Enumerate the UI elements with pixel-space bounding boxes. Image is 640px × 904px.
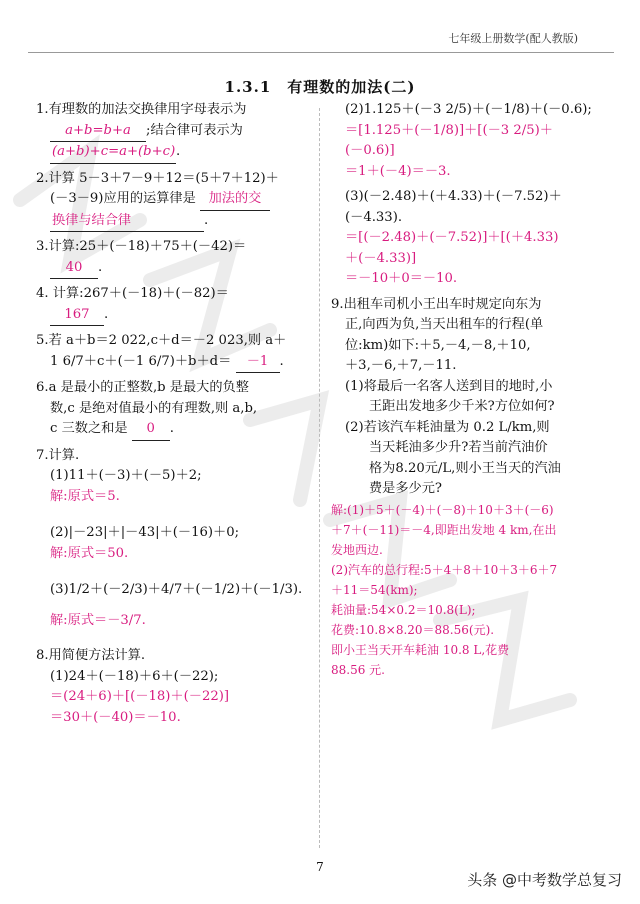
question-4 [36,284,314,326]
q8-solution-2b: (－0.6)] [345,143,395,158]
column-divider [319,108,320,848]
q6-answer: 0 [132,419,170,441]
q7-solution-1: 解:原式＝5. [50,488,120,504]
question-2 [36,169,314,233]
right-column [331,100,603,685]
q7-solution-3: 解:原式＝－3/7. [50,612,146,628]
q9-solution-line-7: 花费:10.8×8.20＝88.56(元). [331,622,495,637]
question-3 [36,237,314,279]
q6-line-3 [36,419,314,441]
q2-line-1: 2.计算 5－3＋7－9＋12＝(5＋7＋12)＋ [36,170,279,186]
q7-label: 7.计算. [36,447,80,463]
q8-part-3-line-1: (3)(－2.48)＋(＋4.33)＋(－7.52)＋ [345,189,562,204]
q5-answer: －1 [236,352,280,374]
q1-line-3-suffix: . [176,144,181,159]
q3-line-1: 3.计算:25＋(－18)＋75＋(－42)＝ [36,239,247,254]
q9-solution-line-5: ＋11＝54(km); [331,582,418,597]
q8-solution-1a: ＝(24＋6)＋[(－18)＋(－22)] [50,689,230,704]
question-6 [36,378,314,441]
q9-solution-line-4: (2)汽车的总行程:5＋4＋8＋10＋3＋6＋7 [331,562,558,577]
q9-line-3: 位:km)如下:＋5,－4,－8,＋10, [345,337,531,353]
q3-end: . [98,259,103,275]
q4-answer: 167 [50,305,104,327]
q2-line-2-text: (－3－9)应用的运算律是 [50,191,196,206]
q9-solution-line-3: 发地西边. [331,542,383,557]
q2-answer-part-2: 换律与结合律 [50,211,204,233]
q1-line-1: 1.有理数的加法交换律用字母表示为 [36,102,247,117]
question-8-part-3 [331,187,603,290]
q5-end: . [279,353,284,369]
q1-line-2-suffix: ;结合律可表示为 [146,122,243,138]
left-column [36,100,314,733]
q2-end: . [204,212,209,228]
book-title: 七年级上册数学(配人教版) [448,32,578,45]
q1-line-2 [36,121,314,143]
question-7 [36,446,314,632]
q7-part-3: (3)1/2＋(－2/3)＋4/7＋(－1/2)＋(－1/3). [50,582,303,597]
q3-line-2 [36,258,314,280]
q4-end: . [104,306,109,322]
question-8-part-2 [331,100,603,182]
q7-part-2: (2)|－23|＋|－43|＋(－16)＋0; [50,525,240,540]
q3-answer: 40 [50,258,98,280]
q9-solution-line-6: 耗油量:54×0.2＝10.8(L); [331,602,476,617]
q8-solution-3c: ＝－10＋0＝－10. [345,271,458,286]
q8-solution-2a: ＝[1.125＋(－1/8)]＋[(－3 2/5)＋ [345,122,553,138]
header-rule [28,52,614,53]
q9-line-4: ＋3,－6,＋7,－11. [345,358,457,373]
q9-sub2-line-4: 费是多少元? [369,481,443,496]
q9-solution-line-9: 88.56 元. [331,662,385,677]
q9-solution-line-1: 解:(1)＋5＋(－4)＋(－8)＋10＋3＋(－6) [331,502,554,517]
question-1 [36,100,314,164]
q8-solution-1b: ＝30＋(－40)＝－10. [50,709,181,725]
question-9 [331,295,603,680]
q4-line-1: 4. 计算:267＋(－18)＋(－82)＝ [36,286,229,301]
q9-line-1: 9.出租车司机小王出车时规定向东为 [331,296,542,312]
section-title: 1.3.1 有理数的加法(二) [224,78,416,96]
q6-line-1: 6.a 是最小的正整数,b 是最大的负整 [36,380,249,395]
q9-sub2-line-1: (2)若该汽车耗油量为 0.2 L/km,则 [345,419,550,435]
q2-line-3 [36,211,314,233]
q5-line-2 [36,352,314,374]
q8-solution-3a: ＝[(－2.48)＋(－7.52)]＋[(＋4.33) [345,230,559,245]
q9-solution-line-2: ＋7＋(－11)＝－4,即距出发地 4 km,在出 [331,522,557,537]
q9-sub1-line-2: 王距出发地多少千米?方位如何? [369,399,555,414]
q8-part-2: (2)1.125＋(－3 2/5)＋(－1/8)＋(－0.6); [345,102,592,117]
q7-part-1: (1)11＋(－3)＋(－5)＋2; [50,468,202,483]
q8-part-3-line-2: (－4.33). [345,209,403,225]
q8-label: 8.用简便方法计算. [36,648,146,663]
q8-solution-2c: ＝1＋(－4)＝－3. [345,163,451,179]
q6-end: . [169,421,174,436]
source-watermark: 头条 @中考数学总复习 [467,871,622,889]
q9-sub2-line-3: 格为8.20元/L,则小王当天的汽油 [369,460,561,476]
q5-line-1: 5.若 a＋b＝2 022,c＋d＝－2 023,则 a＋ [36,333,287,348]
q8-part-1: (1)24＋(－18)＋6＋(－22); [50,668,219,684]
q9-sub2-line-2: 当天耗油多少升?若当前汽油价 [369,440,548,455]
question-8 [36,646,314,728]
q8-solution-3b: ＋(－4.33)] [345,250,417,266]
page-number: 7 [316,860,324,874]
q7-solution-2: 解:原式＝50. [50,545,129,561]
q6-line-3-text: c 三数之和是 [50,421,128,436]
q9-line-2: 正,向西为负,当天出租车的行程(单 [345,317,544,332]
q1-answer-commutative: a+b=b+a [50,121,146,143]
q2-answer-part-1: 加法的交 [200,189,270,211]
q1-line-3 [36,142,314,164]
q1-answer-associative: (a+b)+c=a+(b+c) [50,142,176,164]
q9-sub1-line-1: (1)将最后一名客人送到目的地时,小 [345,378,553,394]
q9-solution-line-8: 即小王当天开车耗油 10.8 L,花费 [331,642,510,657]
q6-line-2: 数,c 是绝对值最小的有理数,则 a,b, [50,400,258,416]
question-5 [36,331,314,373]
q5-line-2-text: 1 6/7＋c＋(－1 6/7)＋b＋d＝ [50,353,232,369]
q4-line-2 [36,305,314,327]
q2-line-2 [36,189,314,211]
